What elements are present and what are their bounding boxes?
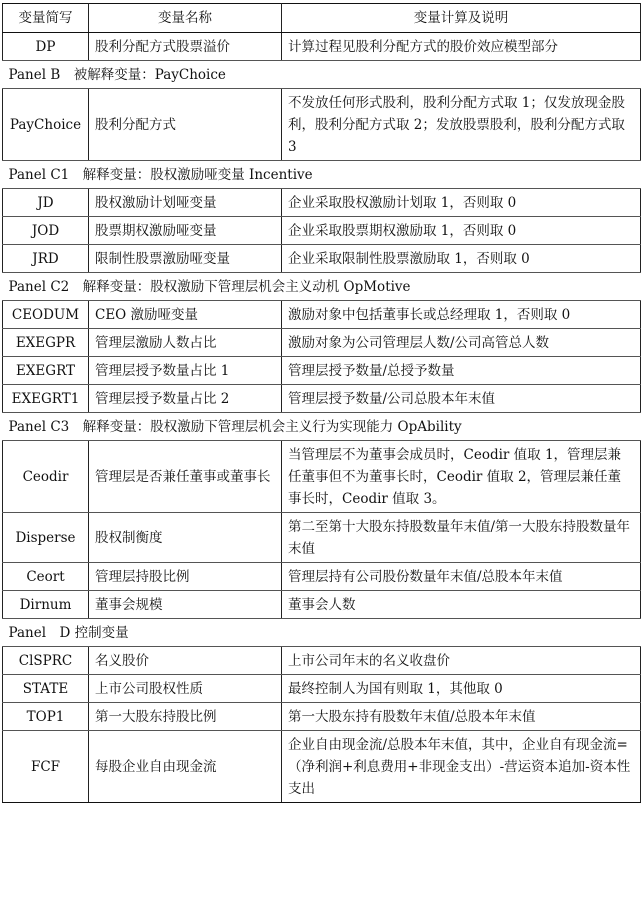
variable-description: 上市公司年末的名义收盘价 xyxy=(282,647,641,675)
variable-code: EXEGPR xyxy=(3,329,89,357)
header-desc: 变量计算及说明 xyxy=(282,4,641,33)
table-row xyxy=(3,441,641,513)
variable-description: 董事会人数 xyxy=(282,591,641,619)
panel-label: Panel C2 解释变量：股权激励下管理层机会主义动机 OpMotive xyxy=(3,273,641,301)
table-row xyxy=(3,217,641,245)
variable-code: STATE xyxy=(3,675,89,703)
variable-name: 第一大股东持股比例 xyxy=(89,703,282,731)
table-body xyxy=(3,33,641,803)
variable-code: Dirnum xyxy=(3,591,89,619)
variable-name: 股利分配方式股票溢价 xyxy=(89,33,282,61)
table-row xyxy=(3,245,641,273)
table-row xyxy=(3,703,641,731)
panel-label: Panel C1 解释变量：股权激励哑变量 Incentive xyxy=(3,161,641,189)
variable-code: Disperse xyxy=(3,513,89,563)
variable-description: 计算过程见股利分配方式的股价效应模型部分 xyxy=(282,33,641,61)
variable-name: 上市公司股权性质 xyxy=(89,675,282,703)
variable-name: 股权制衡度 xyxy=(89,513,282,563)
variable-name: 管理层授予数量占比 1 xyxy=(89,357,282,385)
variable-name: 股利分配方式 xyxy=(89,89,282,161)
table-row xyxy=(3,357,641,385)
panel-row xyxy=(3,273,641,301)
variable-code: JOD xyxy=(3,217,89,245)
variable-description: 企业采取限制性股票激励取 1，否则取 0 xyxy=(282,245,641,273)
variable-code: Ceodir xyxy=(3,441,89,513)
variable-code: ClSPRC xyxy=(3,647,89,675)
variable-code: Ceort xyxy=(3,563,89,591)
variable-name: 管理层持股比例 xyxy=(89,563,282,591)
table-row xyxy=(3,301,641,329)
variable-description: 最终控制人为国有则取 1，其他取 0 xyxy=(282,675,641,703)
variable-name: 董事会规模 xyxy=(89,591,282,619)
variable-code: EXEGRT xyxy=(3,357,89,385)
variable-name: 管理层激励人数占比 xyxy=(89,329,282,357)
variable-name: 股权激励计划哑变量 xyxy=(89,189,282,217)
variable-name: 管理层是否兼任董事或董事长 xyxy=(89,441,282,513)
variable-code: PayChoice xyxy=(3,89,89,161)
panel-label: Panel B 被解释变量：PayChoice xyxy=(3,61,641,89)
header-name: 变量名称 xyxy=(89,4,282,33)
table-row xyxy=(3,513,641,563)
variable-name: 名义股价 xyxy=(89,647,282,675)
variable-name: 每股企业自由现金流 xyxy=(89,731,282,803)
variable-description: 当管理层不为董事会成员时，Ceodir 值取 1，管理层兼任董事但不为董事长时，Ceodir 值取 2，管理层兼任董事长时，Ceodir 值取 3。 xyxy=(282,441,641,513)
table-row xyxy=(3,563,641,591)
variable-name: 股票期权激励哑变量 xyxy=(89,217,282,245)
variable-code: CEODUM xyxy=(3,301,89,329)
table-row xyxy=(3,675,641,703)
variable-description: 激励对象中包括董事长或总经理取 1，否则取 0 xyxy=(282,301,641,329)
variable-code: TOP1 xyxy=(3,703,89,731)
variable-description: 管理层持有公司股份数量年末值/总股本年末值 xyxy=(282,563,641,591)
panel-label: Panel D 控制变量 xyxy=(3,619,641,647)
variable-code: FCF xyxy=(3,731,89,803)
variable-description: 激励对象为公司管理层人数/公司高管总人数 xyxy=(282,329,641,357)
variable-name: 限制性股票激励哑变量 xyxy=(89,245,282,273)
variable-name: CEO 激励哑变量 xyxy=(89,301,282,329)
variable-description: 管理层授予数量/公司总股本年末值 xyxy=(282,385,641,413)
variable-definition-table xyxy=(2,3,641,803)
table-row xyxy=(3,33,641,61)
table-row xyxy=(3,329,641,357)
variable-description: 第一大股东持有股数年末值/总股本年末值 xyxy=(282,703,641,731)
variable-name: 管理层授予数量占比 2 xyxy=(89,385,282,413)
variable-description: 管理层授予数量/总授予数量 xyxy=(282,357,641,385)
panel-row xyxy=(3,61,641,89)
panel-row xyxy=(3,619,641,647)
panel-row xyxy=(3,413,641,441)
header-code: 变量简写 xyxy=(3,4,89,33)
table-row xyxy=(3,89,641,161)
panel-row xyxy=(3,161,641,189)
table-row xyxy=(3,385,641,413)
header-row xyxy=(3,4,641,33)
variable-code: JRD xyxy=(3,245,89,273)
variable-description: 企业自由现金流/总股本年末值，其中，企业自有现金流=（净利润+利息费用+非现金支出）-营运资本追加-资本性支出 xyxy=(282,731,641,803)
variable-description: 第二至第十大股东持股数量年末值/第一大股东持股数量年末值 xyxy=(282,513,641,563)
table-row xyxy=(3,189,641,217)
variable-description: 不发放任何形式股利，股利分配方式取 1；仅发放现金股利，股利分配方式取 2；发放股票股利，股利分配方式取 3 xyxy=(282,89,641,161)
variable-description: 企业采取股票期权激励取 1，否则取 0 xyxy=(282,217,641,245)
table-row xyxy=(3,731,641,803)
variable-code: EXEGRT1 xyxy=(3,385,89,413)
panel-label: Panel C3 解释变量：股权激励下管理层机会主义行为实现能力 OpAbility xyxy=(3,413,641,441)
variable-code: JD xyxy=(3,189,89,217)
variable-description: 企业采取股权激励计划取 1，否则取 0 xyxy=(282,189,641,217)
table-row xyxy=(3,647,641,675)
variable-code: DP xyxy=(3,33,89,61)
table-row xyxy=(3,591,641,619)
